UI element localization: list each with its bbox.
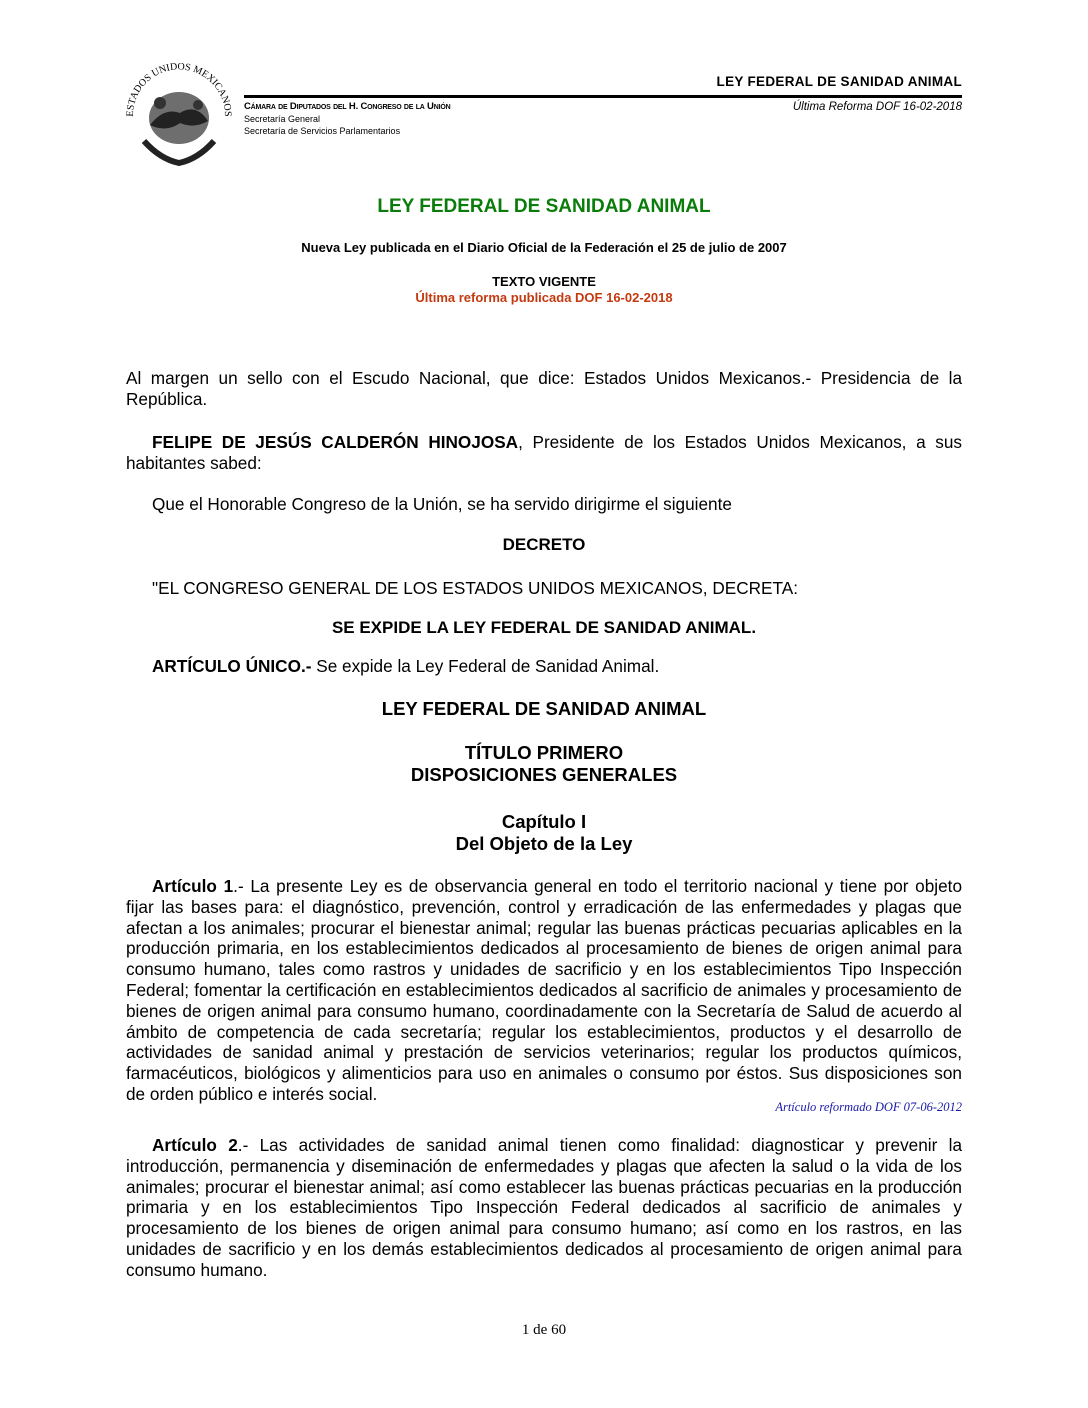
page-number: 1 de 60: [521, 1322, 567, 1338]
decreto-heading: DECRETO: [502, 535, 586, 554]
seal-text: ESTADOS UNIDOS MEXICANOS: [124, 63, 234, 117]
articulo-unico-paragraph: [126, 656, 962, 677]
expide-heading: SE EXPIDE LA LEY FEDERAL DE SANIDAD ANIMAL.: [331, 618, 757, 637]
header-organization: [244, 101, 450, 137]
article-2-text: Las actividades de sanidad animal tienen como finalidad: diagnosticar y prevenir la introducción, permanencia y diseminación de enfermedades y plagas que afecten la salud o la vida de los animales; procurar el bienestar animal; así como establecer las buenas prácticas pecuarias en la producción primaria y en los establecimientos Tipo Inspección Federal dedicados al sacrificio de animales y procesamiento de los bienes de origen animal para consumo humano; así como en los rastros, en las unidades de sacrificio y en los demás establecimientos dedicados al procesamiento de origen animal para consumo humano.: [126, 1135, 962, 1280]
article-2-sep: .-: [237, 1135, 260, 1155]
article-1-label: Artículo 1: [152, 876, 234, 896]
congress-decree-line: "EL CONGRESO GENERAL DE LOS ESTADOS UNIDOS MEXICANOS, DECRETA:: [152, 578, 798, 598]
articulo-unico-label: ARTÍCULO ÚNICO.-: [152, 656, 312, 676]
president-name: FELIPE DE JESÚS CALDERÓN HINOJOSA: [152, 432, 519, 452]
org-parliamentary-services: Secretaría de Servicios Parlamentarios: [244, 126, 401, 136]
status-line: TEXTO VIGENTE: [492, 274, 596, 289]
last-reform-line: Última reforma publicada DOF 16-02-2018: [415, 290, 673, 305]
president-paragraph: [126, 432, 962, 474]
article-1-reform-note: Artículo reformado DOF 07-06-2012: [775, 1100, 962, 1114]
article-1: [126, 876, 962, 1105]
header-rule: [244, 95, 962, 98]
titulo-name: DISPOSICIONES GENERALES: [410, 764, 678, 785]
document-title: LEY FEDERAL DE SANIDAD ANIMAL: [377, 196, 711, 217]
capitulo-name: Del Objeto de la Ley: [455, 833, 633, 854]
capitulo-heading: Capítulo I: [501, 811, 587, 832]
president-text: , Presidente de los Estados Unidos Mexicanos, a sus habitantes sabed:: [126, 432, 962, 473]
article-2-label: Artículo 2: [152, 1135, 238, 1155]
org-chamber: Cámara de Diputados del H. Congreso de la Unión: [244, 101, 451, 112]
national-seal-icon: [120, 63, 238, 167]
congress-paragraph: Que el Honorable Congreso de la Unión, se ha servido dirigirme el siguiente: [152, 494, 732, 514]
header-law-name: LEY FEDERAL DE SANIDAD ANIMAL: [716, 74, 962, 89]
article-2: [126, 1135, 962, 1281]
article-1-sep: .-: [233, 876, 251, 896]
org-general-secretariat: Secretaría General: [244, 114, 321, 124]
article-1-text: La presente Ley es de observancia general en todo el territorio nacional y tiene por objeto fijar las bases para: el diagnóstico, prevención, control y erradicación de las enfermedades y plagas que afectan a los animales; procurar el bienestar animal; regular las buenas prácticas pecuarias aplicables en la producción primaria, en los establecimientos dedicados al procesamiento de bienes de origen animal para consumo humano, tales como rastros y unidades de sacrificio y en los establecimientos Tipo Inspección Federal; fomentar la certificación en establecimientos dedicados al sacrificio de animales y procesamiento de bienes de origen animal para consumo humano, coordinadamente con la Secretaría de Salud de acuerdo al ámbito de competencia de cada secretaría; regular los establecimientos, productos y el desarrollo de actividades de sanidad animal y prestación de servicios veterinarios; regular los productos químicos, farmacéuticos, biológicos y alimenticios para uso en animales o consumo por éstos. Sus disposiciones son de orden público e interés social.: [126, 876, 963, 1104]
seal-note-paragraph: Al margen un sello con el Escudo Nacional, que dice: Estados Unidos Mexicanos.- Presidencia de la República.: [126, 368, 962, 409]
law-heading: LEY FEDERAL DE SANIDAD ANIMAL: [381, 698, 707, 719]
header-last-reform: Última Reforma DOF 16-02-2018: [792, 101, 962, 113]
titulo-heading: TÍTULO PRIMERO: [464, 742, 624, 763]
publication-line: Nueva Ley publicada en el Diario Oficial de la Federación el 25 de julio de 2007: [301, 240, 787, 255]
articulo-unico-text: Se expide la Ley Federal de Sanidad Animal.: [311, 656, 660, 676]
